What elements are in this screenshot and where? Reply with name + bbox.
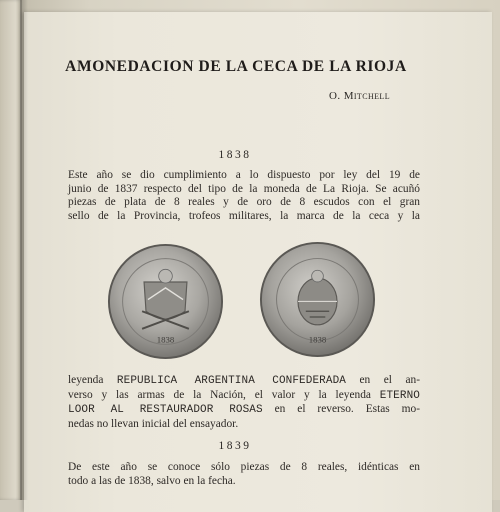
coin-reverse-image: [259, 241, 376, 358]
coin-date: 1838: [308, 334, 327, 345]
text-line: Este año se dio cumplimiento a lo dispuesto por ley del 19 de: [68, 169, 420, 181]
paragraph-1838-continuation: [68, 374, 420, 431]
text-line: nedas no llevan inicial del ensayador.: [68, 417, 239, 430]
year-heading-1839: 1839: [218, 440, 252, 452]
text-run: en el an-: [345, 374, 420, 386]
legend-text: ETERNO: [379, 389, 420, 402]
article-author: O. Mitchell: [329, 90, 390, 102]
paragraph-1839: [68, 461, 420, 488]
text-line: todo a las de 1838, salvo en la fecha.: [68, 474, 236, 487]
page-gutter-shadow: [20, 0, 28, 500]
coin-date: 1838: [156, 334, 175, 345]
article-title: AMONEDACION DE LA CECA DE LA RIOJA: [65, 58, 407, 75]
text-line: [68, 403, 420, 418]
coin-obverse-drawing: [107, 243, 224, 360]
text-run: en el reverso. Estas mo-: [262, 403, 420, 416]
text-line: sello de la Provincia, trofeos militares, la marca de la ceca y la: [68, 209, 420, 222]
text-line: junio de 1837 respecto del tipo de la moneda de La Rioja. Se acuñó: [68, 182, 420, 195]
text-line: De este año se conoce sólo piezas de 8 reales, idénticas en: [68, 461, 420, 473]
left-page-edge: [0, 0, 22, 500]
text-run: verso y las armas de la Nación, el valor y la leyenda: [68, 388, 380, 401]
year-heading-1838: 1838: [218, 149, 252, 161]
book-page: [24, 12, 492, 512]
legend-text: LOOR AL RESTAURADOR ROSAS: [68, 404, 263, 417]
coin-obverse-image: [107, 243, 224, 360]
text-line: piezas de plata de 8 reales y de oro de 8 escudos con el gran: [68, 196, 420, 209]
text-line: [68, 374, 420, 389]
text-line: [68, 389, 420, 404]
text-run: leyenda: [68, 374, 117, 386]
coin-reverse-drawing: [259, 241, 376, 358]
legend-text: REPUBLICA ARGENTINA CONFEDERADA: [116, 375, 346, 387]
paragraph-1838-intro: [68, 169, 420, 223]
